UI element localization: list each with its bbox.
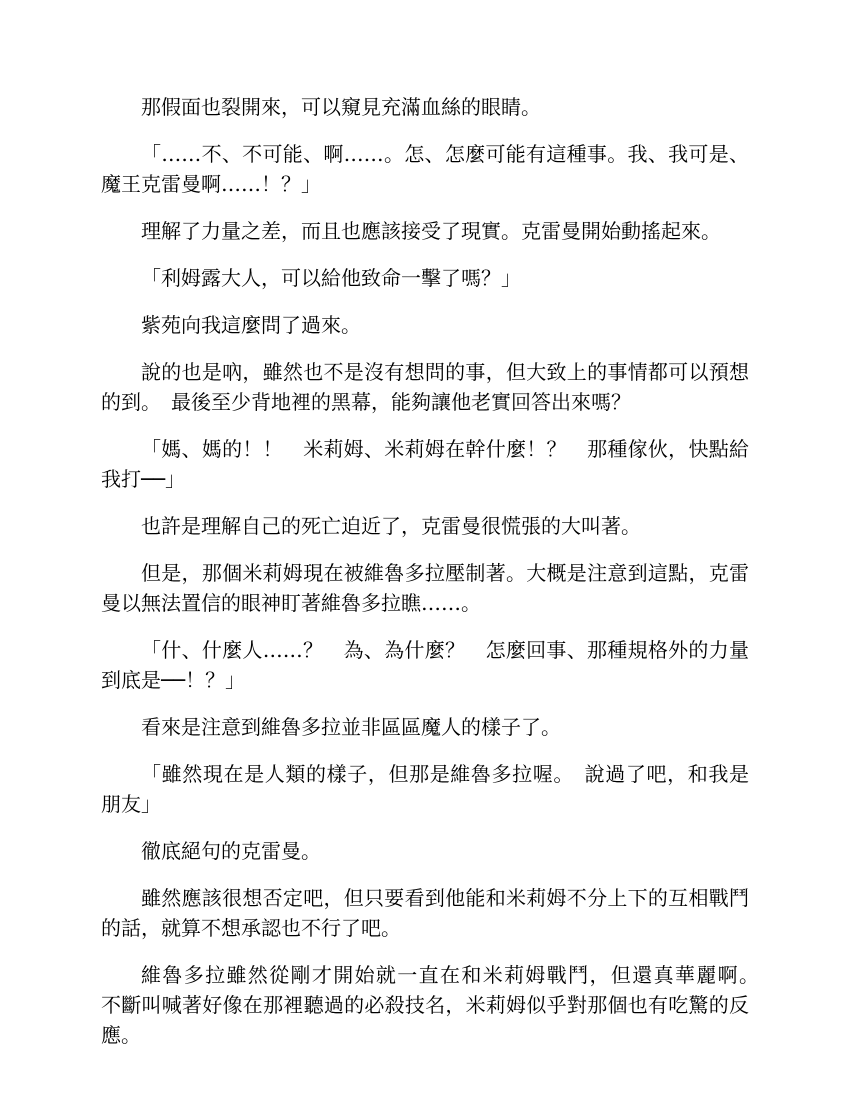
paragraph: 「雖然現在是人類的樣子，但那是維魯多拉喔。 說過了吧，和我是朋友」 xyxy=(101,762,749,816)
paragraph: 但是，那個米莉姆現在被維魯多拉壓制著。大概是注意到這點，克雷曼以無法置信的眼神盯著維魯多拉瞧……。 xyxy=(101,561,749,615)
paragraph: 紫苑向我這麼問了過來。 xyxy=(141,313,361,337)
paragraph: 「利姆露大人，可以給他致命一擊了嗎？」 xyxy=(141,266,521,290)
paragraph: 維魯多拉雖然從剛才開始就一直在和米莉姆戰鬥，但還真華麗啊。 不斷叫喊著好像在那裡聽過的必殺技名，米莉姆似乎對那個也有吃驚的反應。 xyxy=(101,963,769,1047)
document-page xyxy=(101,92,769,1067)
paragraph: 「什、什麼人……？ 為、為什麼？ 怎麼回事、那種規格外的力量到底是──！？」 xyxy=(101,638,749,692)
paragraph: 「……不、不可能、啊……。怎、怎麼可能有這種事。我、我可是、魔王克雷曼啊……！？」 xyxy=(101,142,749,196)
paragraph: 也許是理解自己的死亡迫近了，克雷曼很慌張的大叫著。 xyxy=(141,514,641,538)
paragraph: 理解了力量之差，而且也應該接受了現實。克雷曼開始動搖起來。 xyxy=(141,219,721,243)
paragraph: 說的也是吶，雖然也不是沒有想問的事，但大致上的事情都可以預想的到。 最後至少背地裡的黑幕，能夠讓他老實回答出來嗎？ xyxy=(101,360,749,414)
paragraph: 那假面也裂開來，可以窺見充滿血絲的眼睛。 xyxy=(141,95,541,119)
paragraph: 「媽、媽的！！ 米莉姆、米莉姆在幹什麼！？ 那種傢伙，快點給我打──」 xyxy=(101,437,749,491)
paragraph: 看來是注意到維魯多拉並非區區魔人的樣子了。 xyxy=(141,715,561,739)
paragraph: 徹底絕句的克雷曼。 xyxy=(141,839,321,863)
paragraph: 雖然應該很想否定吧，但只要看到他能和米莉姆不分上下的互相戰鬥的話，就算不想承認也不行了吧。 xyxy=(101,886,749,940)
